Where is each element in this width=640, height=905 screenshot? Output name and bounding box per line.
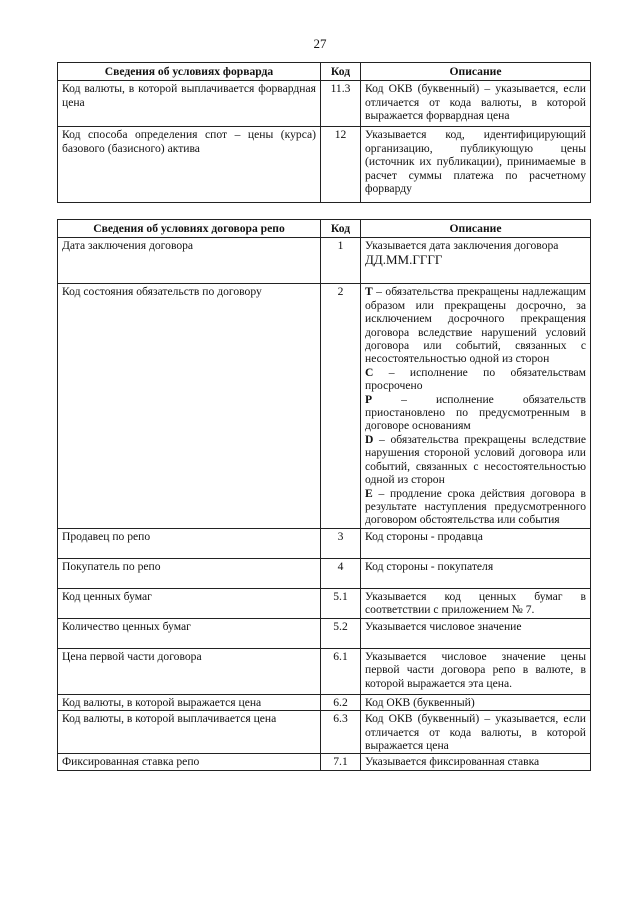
code-cell: 12 xyxy=(321,127,361,203)
field-name-cell: Код состояния обязательств по договору xyxy=(58,284,321,528)
status-text: – продление срока действия договора в результате наступления предусмотренного договором обстоятельства или события xyxy=(365,486,586,527)
field-name-cell: Цена первой части договора xyxy=(58,648,321,694)
status-entry xyxy=(365,285,586,365)
status-text: – исполнение обязательств приостановлено по предусмотренным в договоре основаниям xyxy=(365,392,586,433)
table-row xyxy=(58,284,591,528)
column-header: Код xyxy=(321,220,361,238)
page-number: 27 xyxy=(313,36,327,51)
description-cell: Указывается код ценных бумаг в соответствии с приложением № 7. xyxy=(361,588,591,618)
table-row xyxy=(58,588,591,618)
description-cell: Указывается фиксированная ставка xyxy=(361,754,591,770)
code-cell: 5.2 xyxy=(321,618,361,648)
description-cell: Указывается числовое значение xyxy=(361,618,591,648)
status-text: – исполнение по обязательствам просрочено xyxy=(365,365,586,393)
code-cell: 2 xyxy=(321,284,361,528)
status-letter: D xyxy=(365,432,374,446)
description-cell: Код ОКВ (буквенный) – указывается, если отличается от кода валюты, в которой выражается цена xyxy=(361,711,591,754)
status-entry xyxy=(365,366,586,393)
column-header: Сведения об условиях форварда xyxy=(58,63,321,81)
column-header: Описание xyxy=(361,220,591,238)
table-row xyxy=(58,754,591,770)
table-row xyxy=(58,528,591,558)
code-cell: 4 xyxy=(321,558,361,588)
code-cell: 6.3 xyxy=(321,711,361,754)
status-letter: C xyxy=(365,365,374,379)
status-entry xyxy=(365,433,586,487)
code-cell: 6.1 xyxy=(321,648,361,694)
field-name-cell: Код валюты, в которой выплачивается форвардная цена xyxy=(58,81,321,127)
column-header: Сведения об условиях договора репо xyxy=(58,220,321,238)
repo-terms-table xyxy=(57,219,591,771)
code-cell: 7.1 xyxy=(321,754,361,770)
field-name-cell: Код валюты, в которой выплачивается цена xyxy=(58,711,321,754)
description-cell: Указывается код, идентифицирующий организацию, публикующую цены (источник их публикации), принимаемые в расчет суммы платежа по расчетному форварду xyxy=(361,127,591,203)
description-text: Указывается дата заключения договора xyxy=(365,239,559,253)
code-cell: 3 xyxy=(321,528,361,558)
field-name-cell: Фиксированная ставка репо xyxy=(58,754,321,770)
status-letter: T xyxy=(365,285,373,299)
table-row xyxy=(58,694,591,710)
description-cell xyxy=(361,284,591,528)
description-cell: Код стороны - продавца xyxy=(361,528,591,558)
description-cell xyxy=(361,238,591,284)
code-cell: 1 xyxy=(321,238,361,284)
status-letter: E xyxy=(365,486,373,500)
table-row xyxy=(58,711,591,754)
field-name-cell: Покупатель по репо xyxy=(58,558,321,588)
code-cell: 11.3 xyxy=(321,81,361,127)
description-cell: Код стороны - покупателя xyxy=(361,558,591,588)
field-name-cell: Продавец по репо xyxy=(58,528,321,558)
field-name-cell: Код валюты, в которой выражается цена xyxy=(58,694,321,710)
table-row xyxy=(58,618,591,648)
description-cell: Указывается числовое значение цены первой части договора репо в валюте, в которой выражается эта цена. xyxy=(361,648,591,694)
table-row xyxy=(58,558,591,588)
status-entry xyxy=(365,487,586,527)
field-name-cell: Количество ценных бумаг xyxy=(58,618,321,648)
table-header-row xyxy=(58,220,591,238)
table-row xyxy=(58,127,591,203)
status-entry xyxy=(365,393,586,433)
column-header: Код xyxy=(321,63,361,81)
description-cell: Код ОКВ (буквенный) xyxy=(361,694,591,710)
table-row xyxy=(58,81,591,127)
code-cell: 5.1 xyxy=(321,588,361,618)
table-header-row xyxy=(58,63,591,81)
date-format: ДД.ММ.ГГГГ xyxy=(365,251,443,267)
status-text: – обязательства прекращены надлежащим образом или прекращены досрочно, за исключением досрочного прекращения договора вследствие нарушений условий договора или событий, связанных с несостоятельностью одной из сторон xyxy=(365,285,586,366)
status-letter: P xyxy=(365,392,373,406)
table-row xyxy=(58,238,591,284)
status-text: – обязательства прекращены вследствие нарушения стороной условий договора или событий, связанных с несостоятельностью одной из сторон xyxy=(365,432,586,487)
code-cell: 6.2 xyxy=(321,694,361,710)
field-name-cell: Код способа определения спот – цены (курса) базового (базисного) актива xyxy=(58,127,321,203)
description-cell: Код ОКВ (буквенный) – указывается, если отличается от кода валюты, в которой выражается форвардная цена xyxy=(361,81,591,127)
field-name-cell: Код ценных бумаг xyxy=(58,588,321,618)
column-header: Описание xyxy=(361,63,591,81)
forward-terms-table xyxy=(57,62,591,203)
table-row xyxy=(58,648,591,694)
field-name-cell: Дата заключения договора xyxy=(58,238,321,284)
